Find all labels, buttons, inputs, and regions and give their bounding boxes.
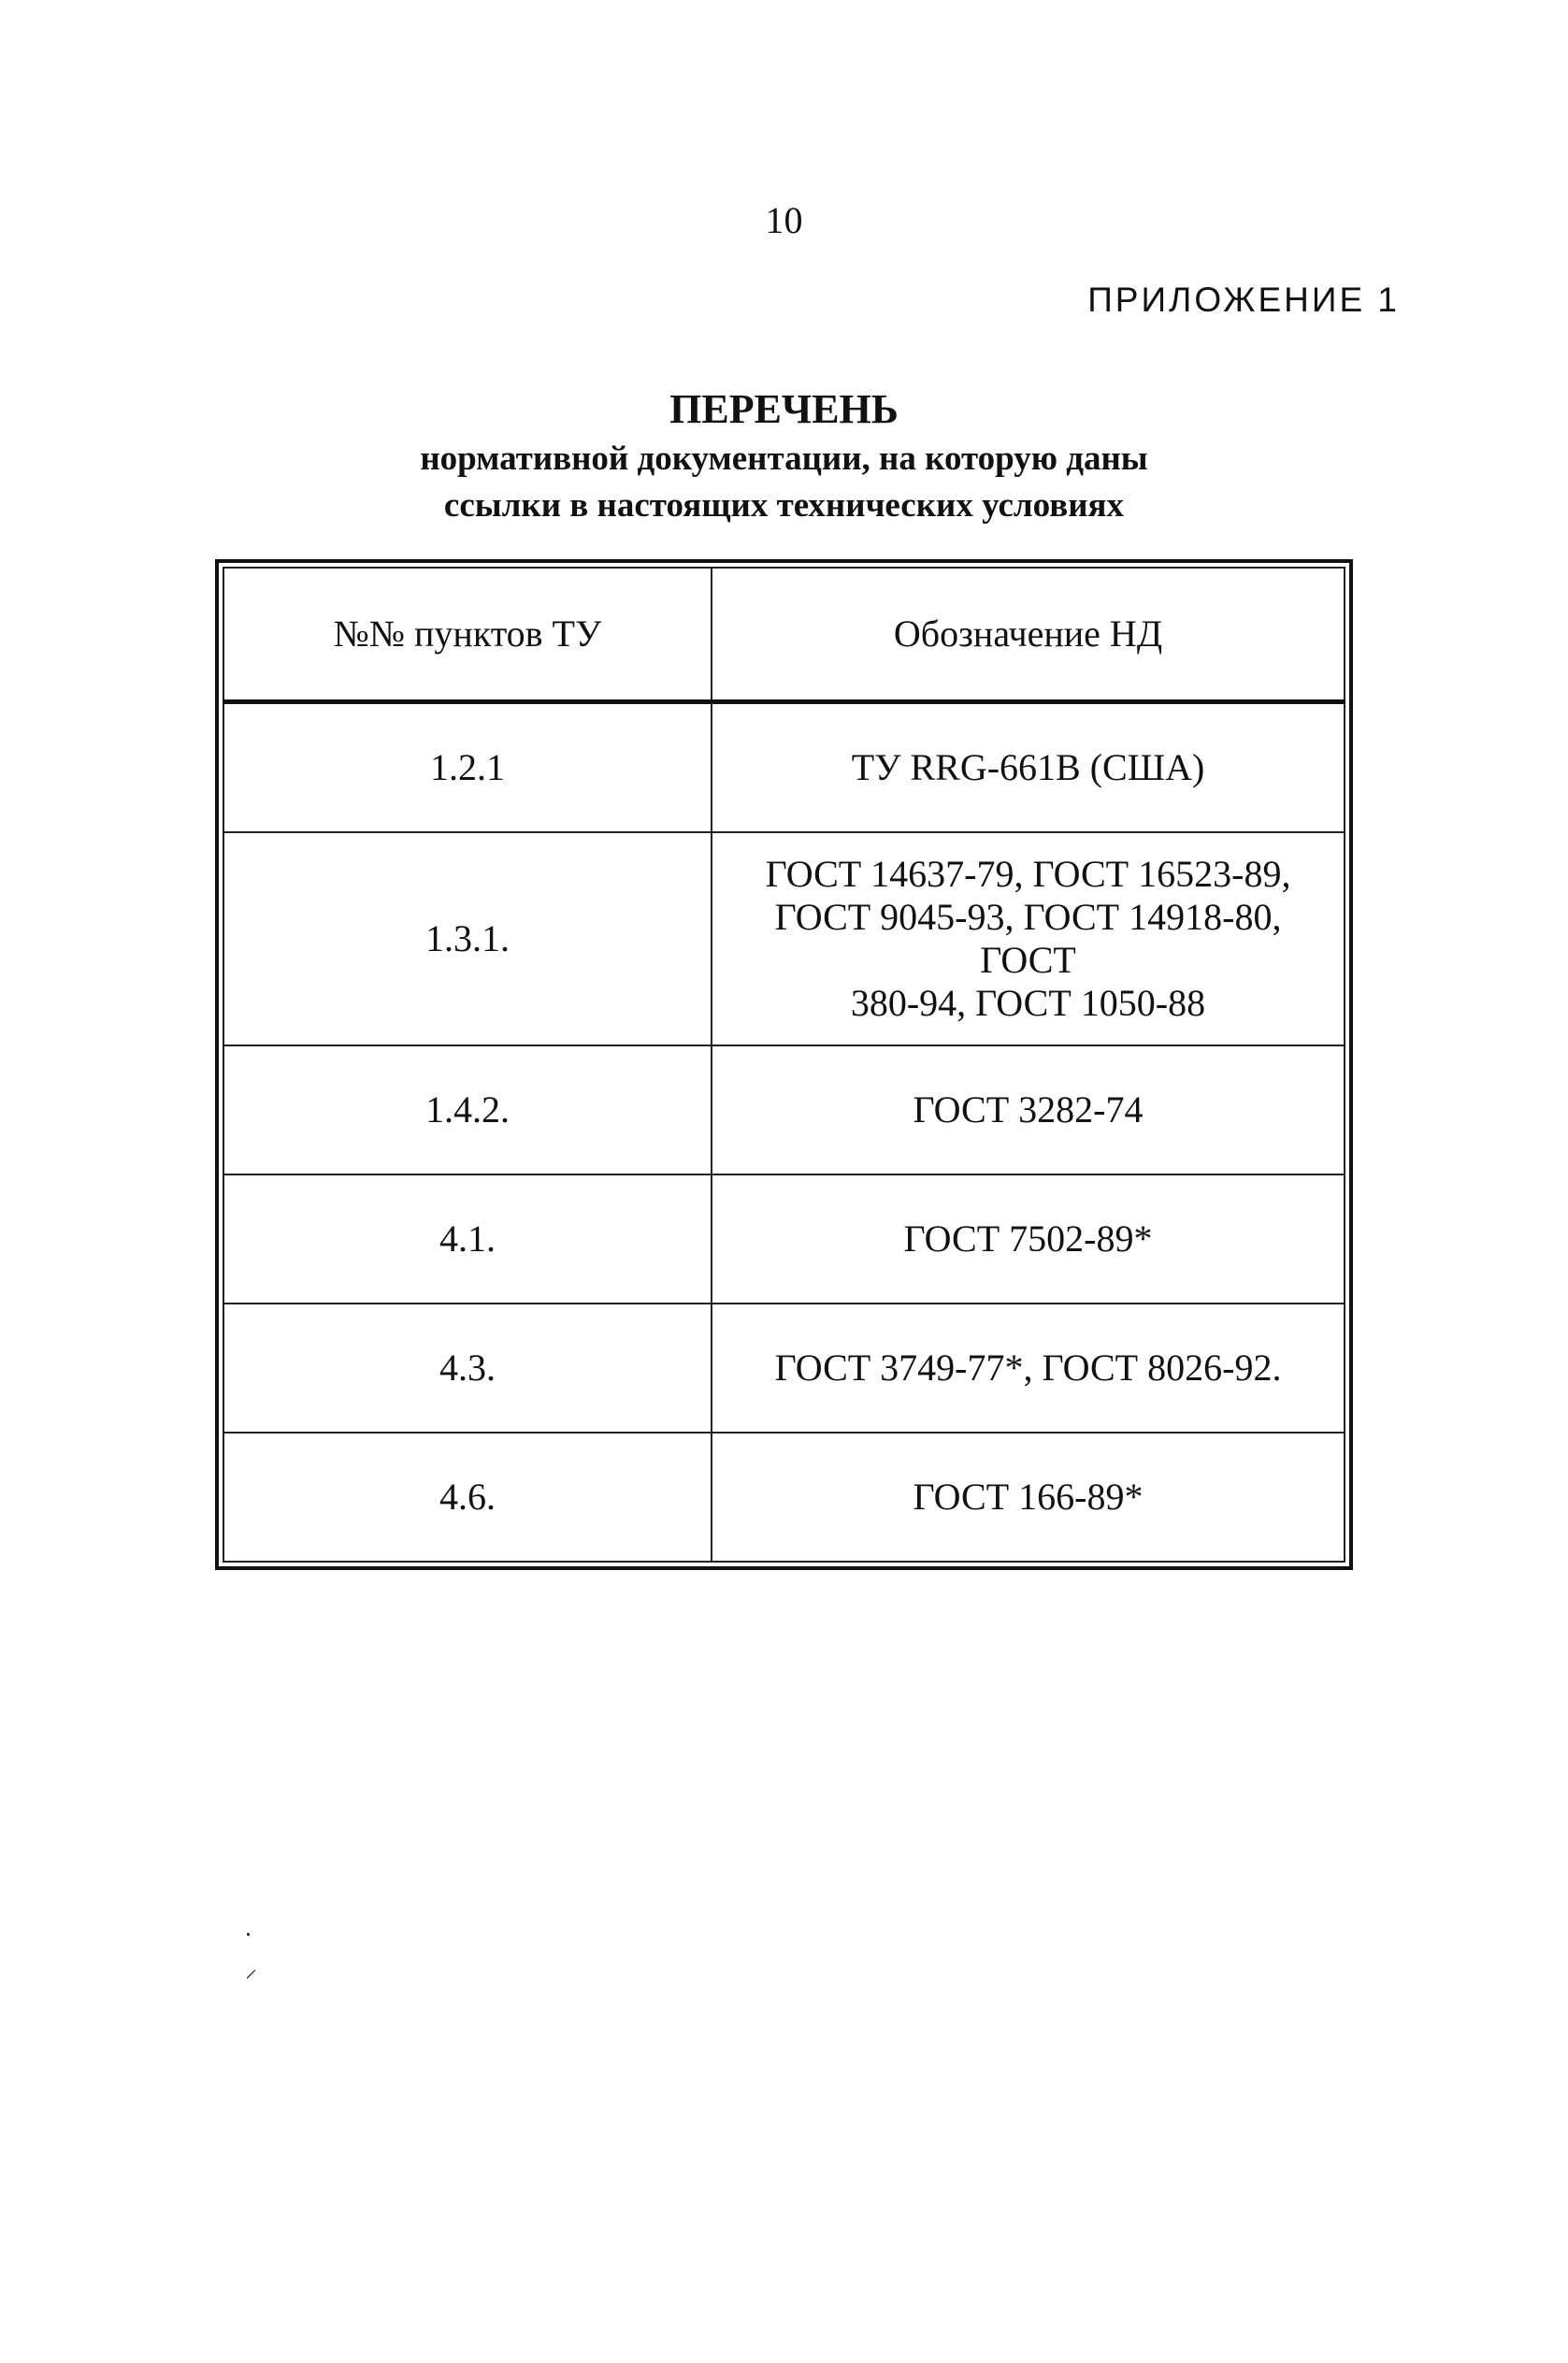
table-row bbox=[223, 1433, 1345, 1562]
scan-speck-decoration: ⸱ ⸝ bbox=[245, 1922, 258, 1982]
table-row bbox=[223, 1304, 1345, 1433]
item-number-cell: 1.3.1. bbox=[223, 832, 712, 1045]
item-number-cell: 4.3. bbox=[223, 1304, 712, 1433]
item-number-cell: 4.1. bbox=[223, 1174, 712, 1304]
item-number-cell: 1.4.2. bbox=[223, 1045, 712, 1174]
document-title bbox=[0, 383, 1568, 529]
table-row bbox=[223, 1045, 1345, 1174]
table-header-row bbox=[223, 568, 1345, 702]
document-line: ГОСТ 166-89* bbox=[913, 1476, 1144, 1518]
document-line: ГОСТ 7502-89* bbox=[903, 1218, 1153, 1260]
table-row bbox=[223, 1174, 1345, 1304]
document-cell bbox=[712, 1045, 1345, 1174]
item-number-cell: 1.2.1 bbox=[223, 702, 712, 833]
reference-table-frame bbox=[215, 559, 1353, 1570]
document-cell bbox=[712, 702, 1345, 833]
document-cell bbox=[712, 832, 1345, 1045]
table-row bbox=[223, 832, 1345, 1045]
reference-table bbox=[223, 567, 1345, 1563]
document-cell bbox=[712, 1433, 1345, 1562]
document-line: ГОСТ 14637-79, ГОСТ 16523-89, bbox=[765, 853, 1291, 895]
document-line: ГОСТ 9045-93, ГОСТ 14918-80, ГОСТ bbox=[774, 896, 1282, 981]
document-line: ГОСТ 3282-74 bbox=[913, 1088, 1144, 1131]
document-line: ГОСТ 3749-77*, ГОСТ 8026-92. bbox=[774, 1347, 1282, 1389]
document-line: ТУ RRG-661В (США) bbox=[851, 746, 1205, 788]
table-row bbox=[223, 702, 1345, 833]
document-line: 380-94, ГОСТ 1050-88 bbox=[850, 982, 1206, 1024]
header-item-numbers: №№ пунктов ТУ bbox=[223, 568, 712, 702]
item-number-cell: 4.6. bbox=[223, 1433, 712, 1562]
appendix-label: ПРИЛОЖЕНИЕ 1 bbox=[1087, 281, 1400, 319]
title-main: ПЕРЕЧЕНЬ bbox=[669, 386, 899, 432]
document-cell bbox=[712, 1174, 1345, 1304]
page-number: 10 bbox=[765, 199, 803, 241]
title-line-1: нормативной документации, на которую даны bbox=[420, 439, 1148, 478]
title-line-2: ссылки в настоящих технических условиях bbox=[443, 486, 1125, 525]
header-document-designation: Обозначение НД bbox=[712, 568, 1345, 702]
document-cell bbox=[712, 1304, 1345, 1433]
